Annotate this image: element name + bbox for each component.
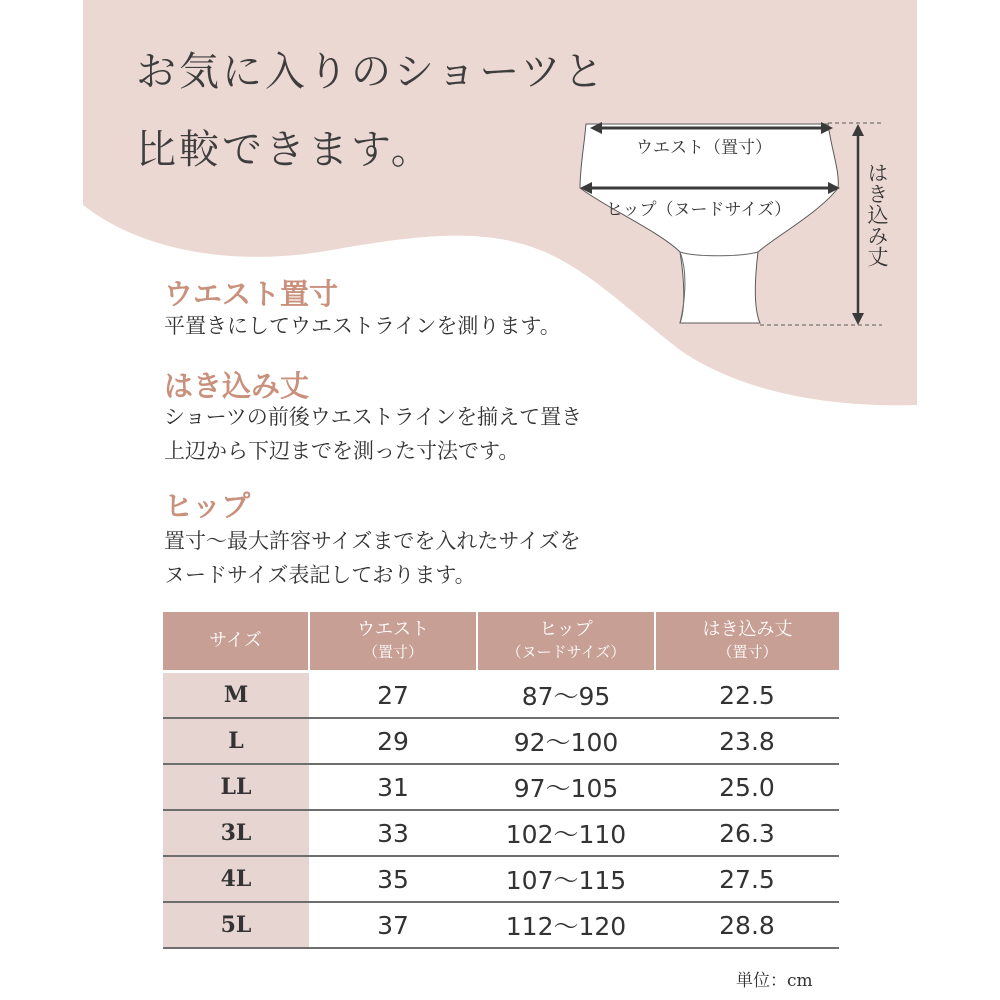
cell-hip: 97〜105	[477, 764, 655, 810]
table-row	[163, 718, 839, 764]
section-line: ヌードサイズ表記しております。	[164, 563, 476, 587]
header-size: サイズ	[163, 612, 309, 672]
cell-hip: 92〜100	[477, 718, 655, 764]
header-waist: ウエスト （置寸）	[309, 612, 477, 672]
cell-rise: 22.5	[655, 672, 839, 719]
cell-hip: 102〜110	[477, 810, 655, 856]
cell-size: M	[163, 672, 309, 719]
section-line: 上辺から下辺までを測った寸法です。	[164, 439, 520, 463]
section-line: ショーツの前後ウエストラインを揃えて置き	[164, 405, 583, 429]
cell-rise: 25.0	[655, 764, 839, 810]
unit-note: 単位：cm	[736, 971, 813, 991]
cell-waist: 37	[309, 902, 477, 948]
section-line: 置寸〜最大許容サイズまでを入れたサイズを	[164, 529, 581, 553]
cell-size: L	[163, 718, 309, 764]
section-line: 平置きにしてウエストラインを測ります。	[164, 314, 561, 338]
cell-hip: 107〜115	[477, 856, 655, 902]
cell-waist: 35	[309, 856, 477, 902]
cell-rise: 26.3	[655, 810, 839, 856]
table-row	[163, 902, 839, 948]
page-title-line1: お気に入りのショーツと	[136, 49, 607, 95]
cell-size: 4L	[163, 856, 309, 902]
cell-waist: 33	[309, 810, 477, 856]
header-hip: ヒップ （ヌードサイズ）	[477, 612, 655, 672]
cell-hip: 87〜95	[477, 672, 655, 719]
table-row	[163, 810, 839, 856]
cell-size: 3L	[163, 810, 309, 856]
waist-label: ウエスト（置寸）	[636, 138, 772, 158]
section-heading-hip: ヒップ	[164, 489, 251, 523]
table-row	[163, 856, 839, 902]
section-heading-waist: ウエスト置寸	[164, 277, 339, 311]
cell-waist: 29	[309, 718, 477, 764]
cell-rise: 23.8	[655, 718, 839, 764]
table-header-row	[163, 612, 839, 672]
table-row	[163, 764, 839, 810]
section-text-waist	[164, 309, 561, 343]
table-row	[163, 672, 839, 719]
cell-rise: 27.5	[655, 856, 839, 902]
hip-label: ヒップ（ヌードサイズ）	[606, 200, 792, 220]
section-text-hip	[164, 524, 581, 592]
size-table	[163, 612, 839, 949]
section-text-rise	[164, 400, 582, 468]
section-heading-rise: はき込み丈	[164, 369, 310, 403]
page-title-line2: 比較できます。	[136, 127, 434, 173]
cell-hip: 112〜120	[477, 902, 655, 948]
header-rise: はき込み丈 （置寸）	[655, 612, 839, 672]
cell-waist: 27	[309, 672, 477, 719]
rise-label: はき込み丈	[865, 162, 889, 267]
cell-rise: 28.8	[655, 902, 839, 948]
cell-size: 5L	[163, 902, 309, 948]
cell-waist: 31	[309, 764, 477, 810]
cell-size: LL	[163, 764, 309, 810]
